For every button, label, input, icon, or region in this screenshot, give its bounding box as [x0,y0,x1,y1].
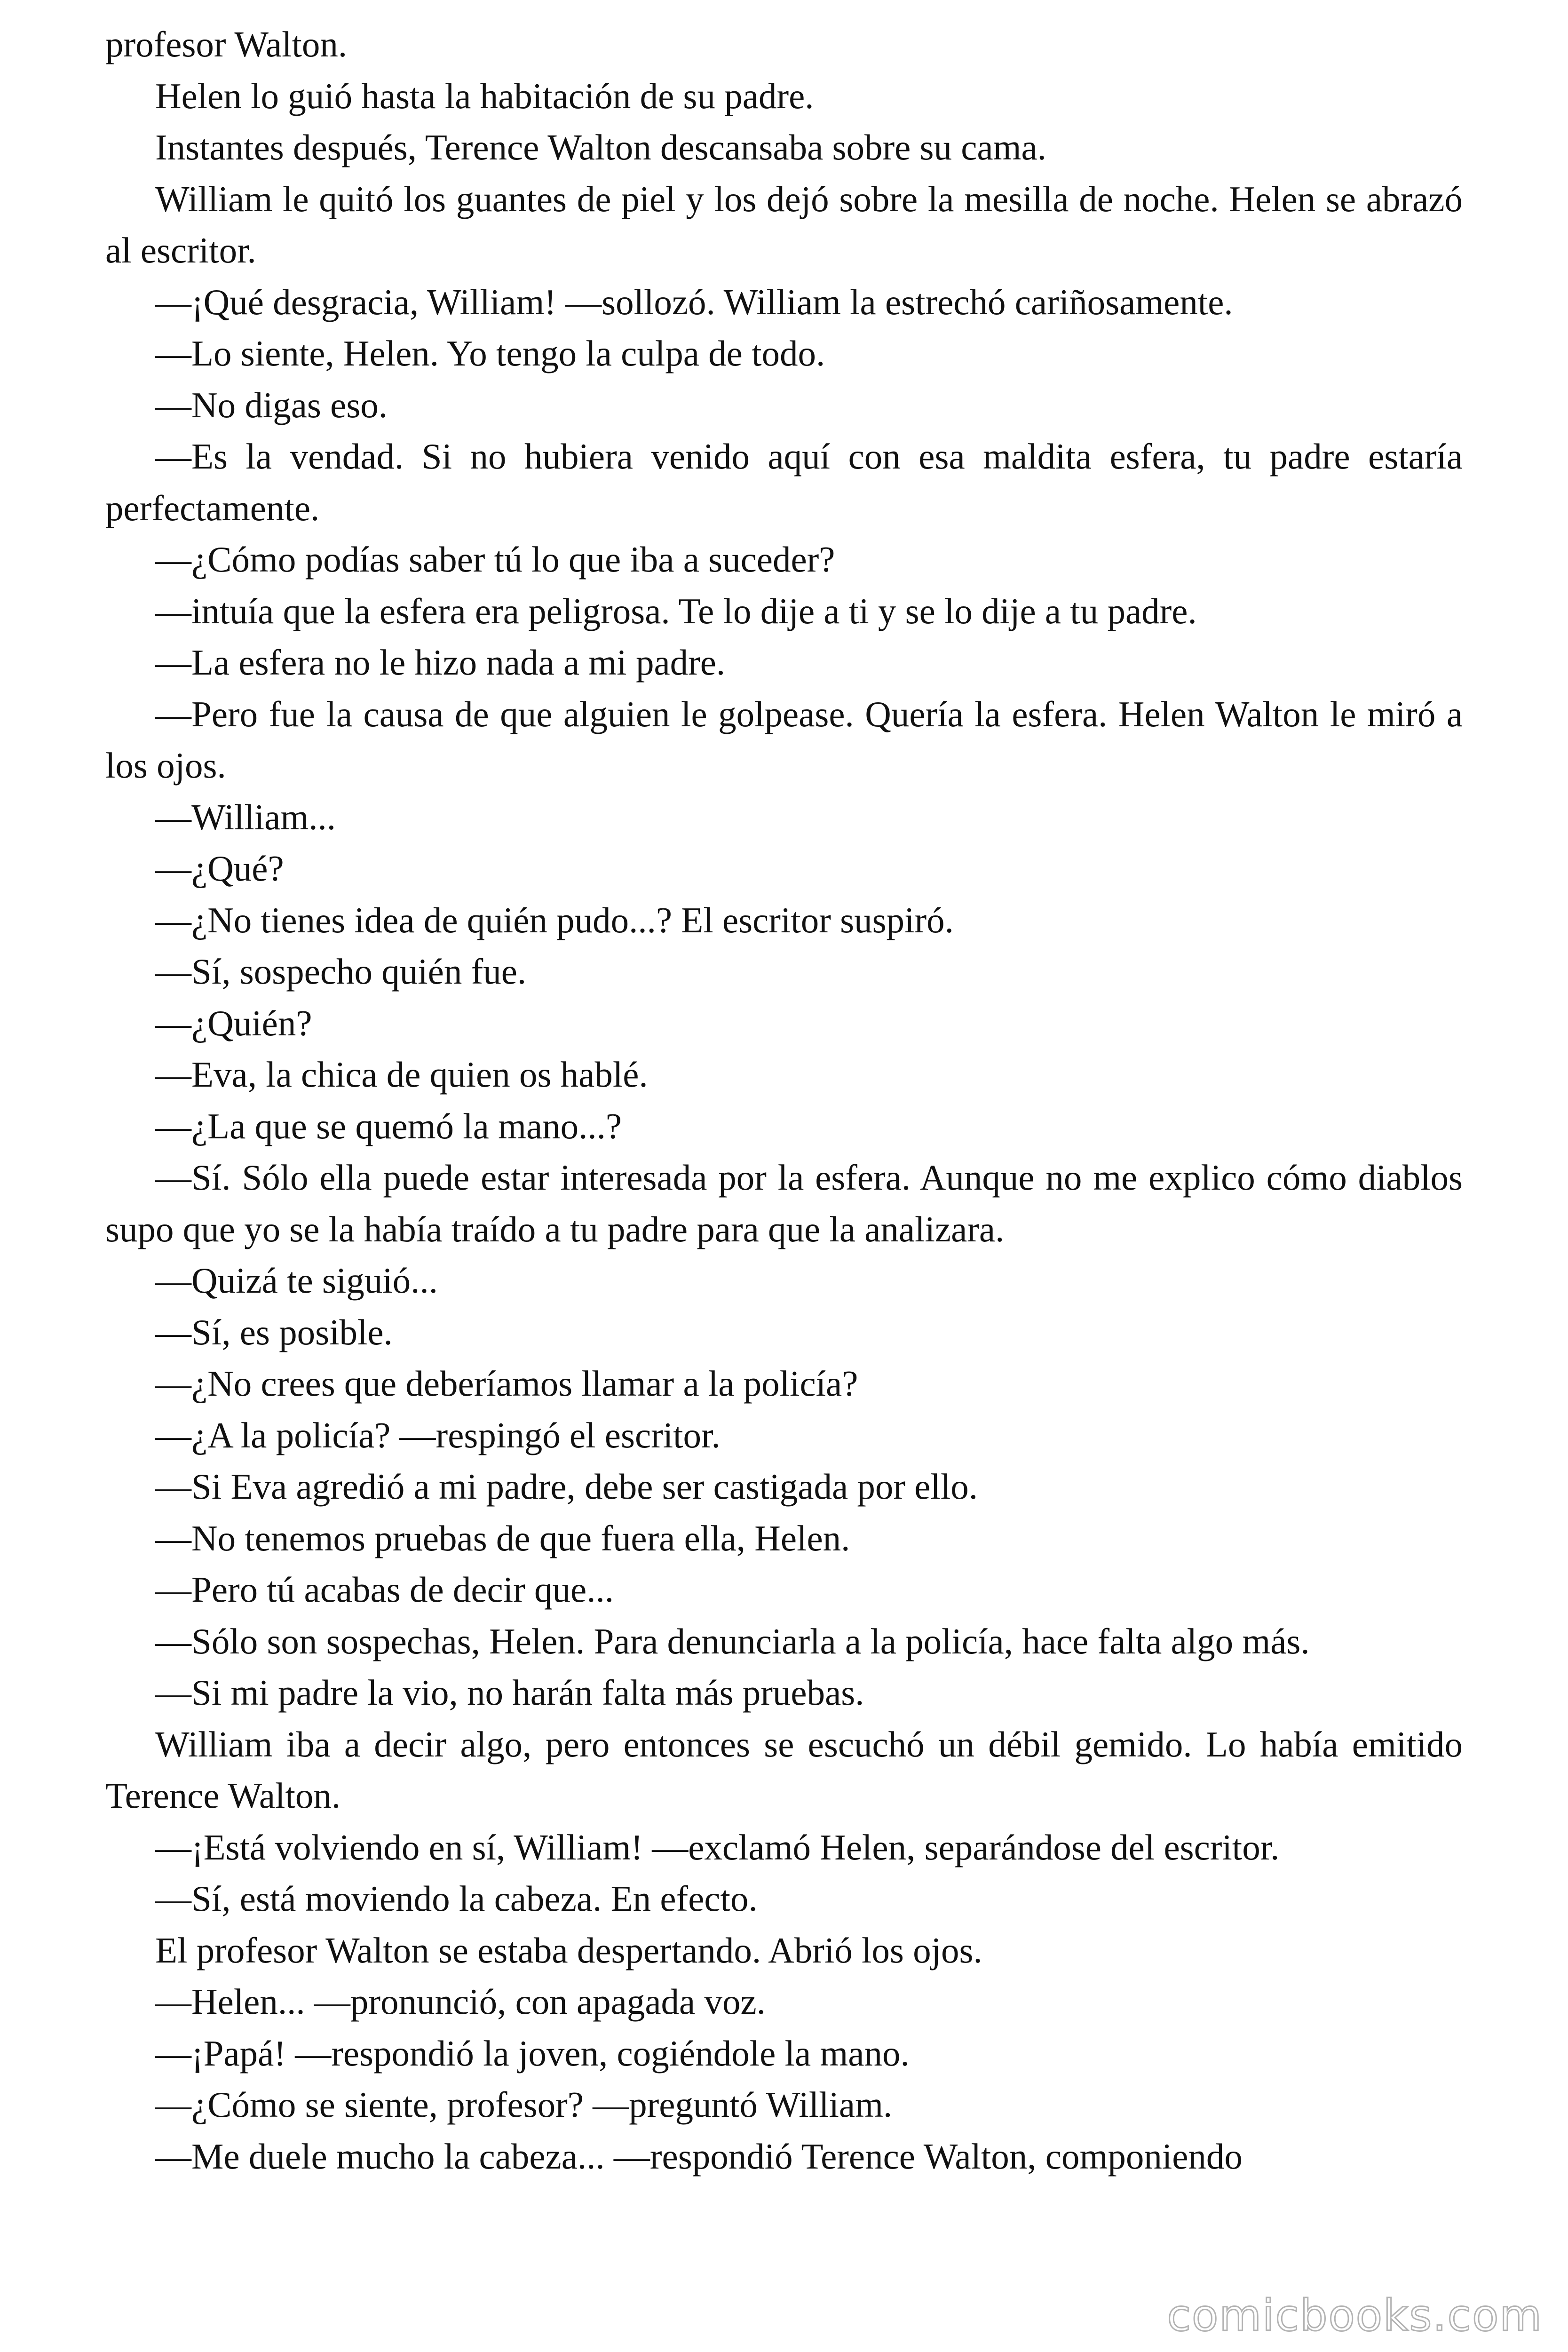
paragraph: —Si Eva agredió a mi padre, debe ser castigada por ello. [155,1466,978,1507]
paragraph: —Sí. Sólo ella puede estar interesada por la esfera. Aunque no me explico cómo diablos supo que yo se la había traído a tu padre para que la analizara. [105,1157,1463,1249]
book-page-text [105,19,1463,2182]
paragraph: —William... [155,796,336,837]
paragraph: —Sí, sospecho quién fue. [155,951,527,992]
paragraph: William le quitó los guantes de piel y los dejó sobre la mesilla de noche. Helen se abrazó al escritor. [105,178,1463,270]
paragraph: —¿Cómo podías saber tú lo que iba a suceder? [155,539,835,580]
site-watermark: comicbooks.com [1167,2290,1543,2341]
paragraph: —Helen... —pronunció, con apagada voz. [155,1981,766,2022]
paragraph: —Pero tú acabas de decir que... [155,1569,614,1610]
paragraph: El profesor Walton se estaba despertando. Abrió los ojos. [155,1930,982,1971]
paragraph: —¿Qué? [155,848,284,889]
paragraph: —Es la vendad. Si no hubiera venido aquí con esa maldita esfera, tu padre estaría perfectamente. [105,436,1463,528]
paragraph: —¡Está volviendo en sí, William! —exclamó Helen, separándose del escritor. [155,1827,1280,1867]
paragraph: —¿Cómo se siente, profesor? —preguntó William. [155,2084,893,2125]
paragraph: William iba a decir algo, pero entonces se escuchó un débil gemido. Lo había emitido Terence Walton. [105,1724,1463,1816]
paragraph: —¡Qué desgracia, William! —sollozó. William la estrechó cariñosamente. [155,281,1233,322]
paragraph: —Sólo son sospechas, Helen. Para denunciarla a la policía, hace falta algo más. [155,1621,1310,1661]
paragraph: Instantes después, Terence Walton descansaba sobre su cama. [155,127,1046,167]
paragraph: —¡Papá! —respondió la joven, cogiéndole la mano. [155,2033,910,2074]
paragraph: Helen lo guió hasta la habitación de su padre. [155,75,814,116]
paragraph: —¿No crees que deberíamos llamar a la policía? [155,1363,858,1404]
paragraph: —¿La que se quemó la mano...? [155,1105,622,1146]
paragraph: —Lo siente, Helen. Yo tengo la culpa de todo. [155,333,825,373]
paragraph: —No digas eso. [155,384,388,425]
paragraph: —Quizá te siguió... [155,1260,438,1301]
paragraph: —Sí, es posible. [155,1311,393,1352]
paragraph: —Sí, está moviendo la cabeza. En efecto. [155,1878,758,1919]
paragraph: —La esfera no le hizo nada a mi padre. [155,642,726,683]
paragraph: —Pero fue la causa de que alguien le golpease. Quería la esfera. Helen Walton le miró a los ojos. [105,693,1463,786]
paragraph: —Si mi padre la vio, no harán falta más pruebas. [155,1672,864,1713]
paragraph: —No tenemos pruebas de que fuera ella, Helen. [155,1518,850,1558]
paragraph: —¿A la policía? —respingó el escritor. [155,1414,721,1455]
paragraph: profesor Walton. [105,24,348,64]
paragraph: —¿Quién? [155,1002,312,1043]
paragraph: —¿No tienes idea de quién pudo...? El escritor suspiró. [155,899,954,940]
paragraph: —Eva, la chica de quien os hablé. [155,1054,648,1095]
paragraph: —Me duele mucho la cabeza... —respondió Terence Walton, componiendo [155,2136,1243,2177]
paragraph: —intuía que la esfera era peligrosa. Te lo dije a ti y se lo dije a tu padre. [155,590,1197,631]
